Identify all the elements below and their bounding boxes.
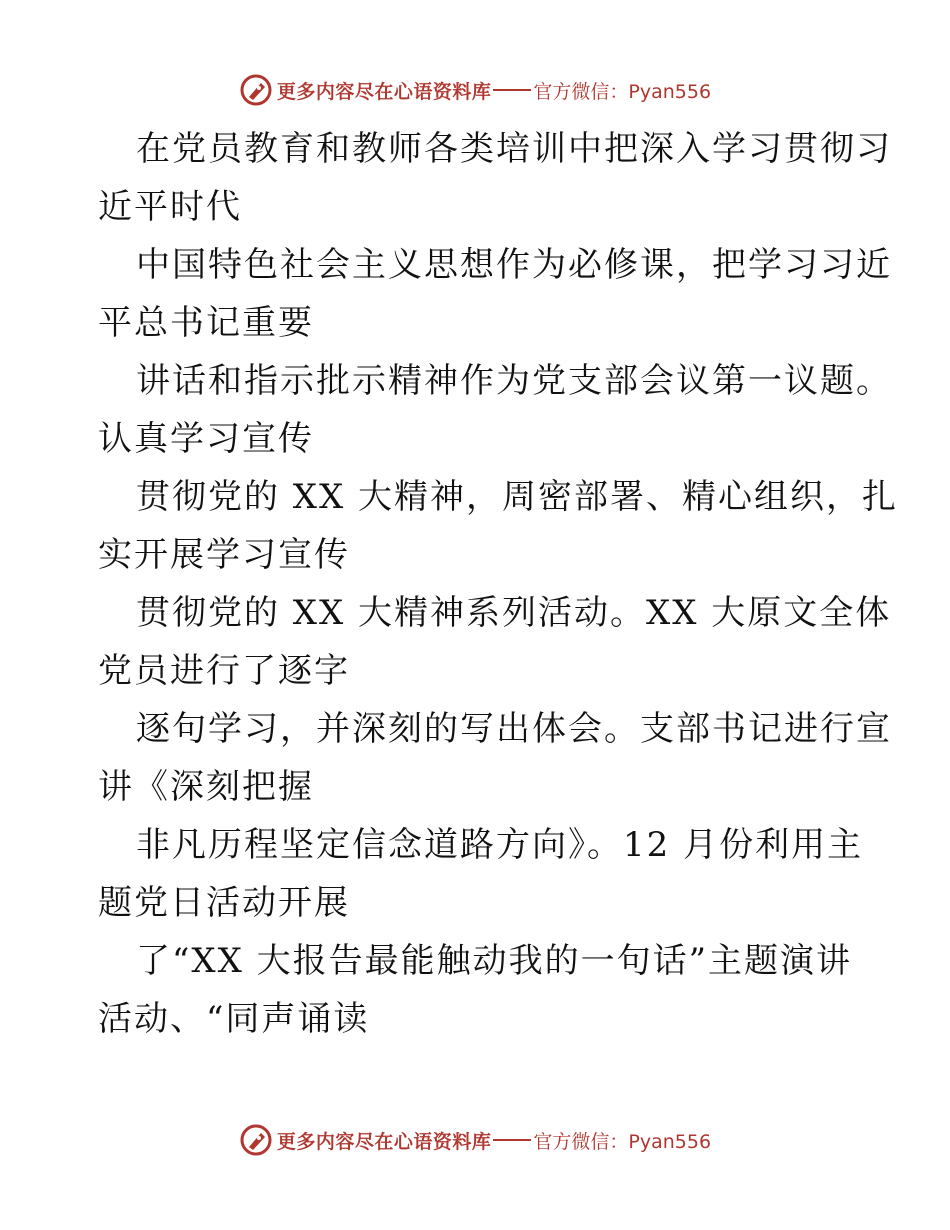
body-line: 平总书记重要 bbox=[98, 303, 314, 343]
body-line: 在党员教育和教师各类培训中把深入学习贯彻习 bbox=[136, 129, 892, 169]
pen-nib-logo-icon bbox=[239, 1123, 273, 1157]
watermark-site-text: 更多内容尽在心语资料库 bbox=[276, 1130, 492, 1153]
document-body bbox=[98, 120, 899, 1048]
body-line: 中国特色社会主义思想作为必修课，把学习习近 bbox=[136, 245, 892, 285]
body-line: 党员进行了逐字 bbox=[98, 651, 350, 691]
watermark-official-text: 官方微信：Pyan556 bbox=[533, 1130, 712, 1153]
body-line: 贯彻党的 XX 大精神，周密部署、精心组织，扎 bbox=[136, 477, 899, 517]
body-line: 非凡历程坚定信念道路方向》。12 月份利用主 bbox=[136, 825, 864, 865]
pen-nib-logo-icon bbox=[239, 73, 273, 107]
body-line: 题党日活动开展 bbox=[98, 883, 350, 923]
body-line: 讲《深刻把握 bbox=[98, 767, 314, 807]
body-line: 实开展学习宣传 bbox=[98, 535, 350, 575]
watermark-dash bbox=[493, 1139, 531, 1141]
body-line: 逐句学习，并深刻的写出体会。支部书记进行宣 bbox=[136, 709, 892, 749]
body-line: 活动、“同声诵读 bbox=[98, 999, 370, 1039]
footer-watermark bbox=[0, 1120, 950, 1160]
body-line: 近平时代 bbox=[98, 187, 242, 227]
watermark-dash bbox=[493, 89, 531, 91]
watermark-official-text: 官方微信：Pyan556 bbox=[533, 80, 712, 103]
body-line: 讲话和指示批示精神作为党支部会议第一议题。 bbox=[136, 361, 892, 401]
body-line: 了“XX 大报告最能触动我的一句话”主题演讲 bbox=[136, 941, 852, 981]
body-line: 认真学习宣传 bbox=[98, 419, 314, 459]
header-watermark bbox=[0, 70, 950, 110]
watermark-site-text: 更多内容尽在心语资料库 bbox=[276, 80, 492, 103]
body-line: 贯彻党的 XX 大精神系列活动。XX 大原文全体 bbox=[136, 593, 892, 633]
